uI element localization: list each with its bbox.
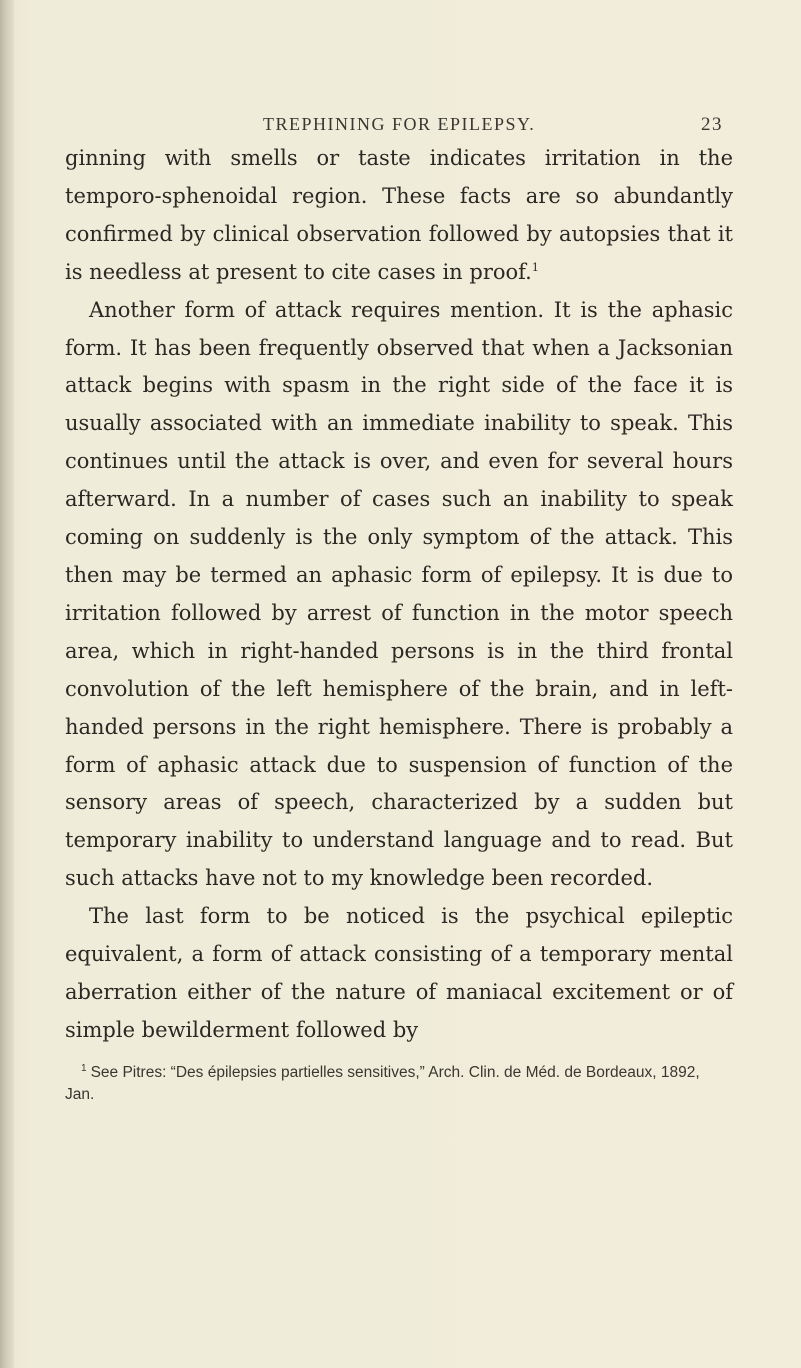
page-binding-edge bbox=[0, 0, 14, 1368]
footnote-reference: 1 bbox=[531, 260, 539, 274]
footnote-marker: 1 bbox=[81, 1062, 87, 1074]
body-text bbox=[65, 140, 733, 1050]
footnote-text: See Pitres: “Des épilepsies partielles sensitives,” Arch. Clin. de Méd. de Bordeaux, 1892, Jan. bbox=[65, 1064, 700, 1103]
paragraph-aphasic-form: Another form of attack requires mention. It is the aphasic form. It has been frequently observed that when a Jacksonian attack begins with spasm in the right side of the face it is usually associated with an immediate inability to speak. This continues until the attack is over, and even for several hours afterward. In a number of cases such an inability to speak coming on suddenly is the only symptom of the attack. This then may be termed an aphasic form of epilepsy. It is due to irritation followed by arrest of function in the motor speech area, which in right-handed persons is in the third frontal convolution of the left hemisphere of the brain, and in left-handed persons in the right hemisphere. There is probably a form of aphasic attack due to suspension of function of the sensory areas of speech, characterized by a sudden but temporary inability to understand language and to read. But such attacks have not to my knowledge been recorded. bbox=[65, 297, 733, 891]
page-number: 23 bbox=[701, 114, 723, 135]
footnote bbox=[65, 1062, 733, 1106]
paragraph-continuation bbox=[65, 140, 733, 292]
running-head bbox=[263, 114, 723, 135]
running-title: TREPHINING FOR EPILEPSY. bbox=[263, 114, 536, 134]
paragraph-psychical-equivalent: The last form to be noticed is the psychical epileptic equivalent, a form of attack consisting of a temporary mental aberration either of the nature of maniacal excitement or of simple bewilderment followed by bbox=[65, 904, 733, 1042]
paragraph-1-text: ginning with smells or taste indicates irritation in the temporo-sphenoidal region. These facts are so abundantly confirmed by clinical observation followed by autopsies that it is needless at present to cite cases in proof. bbox=[65, 146, 733, 284]
